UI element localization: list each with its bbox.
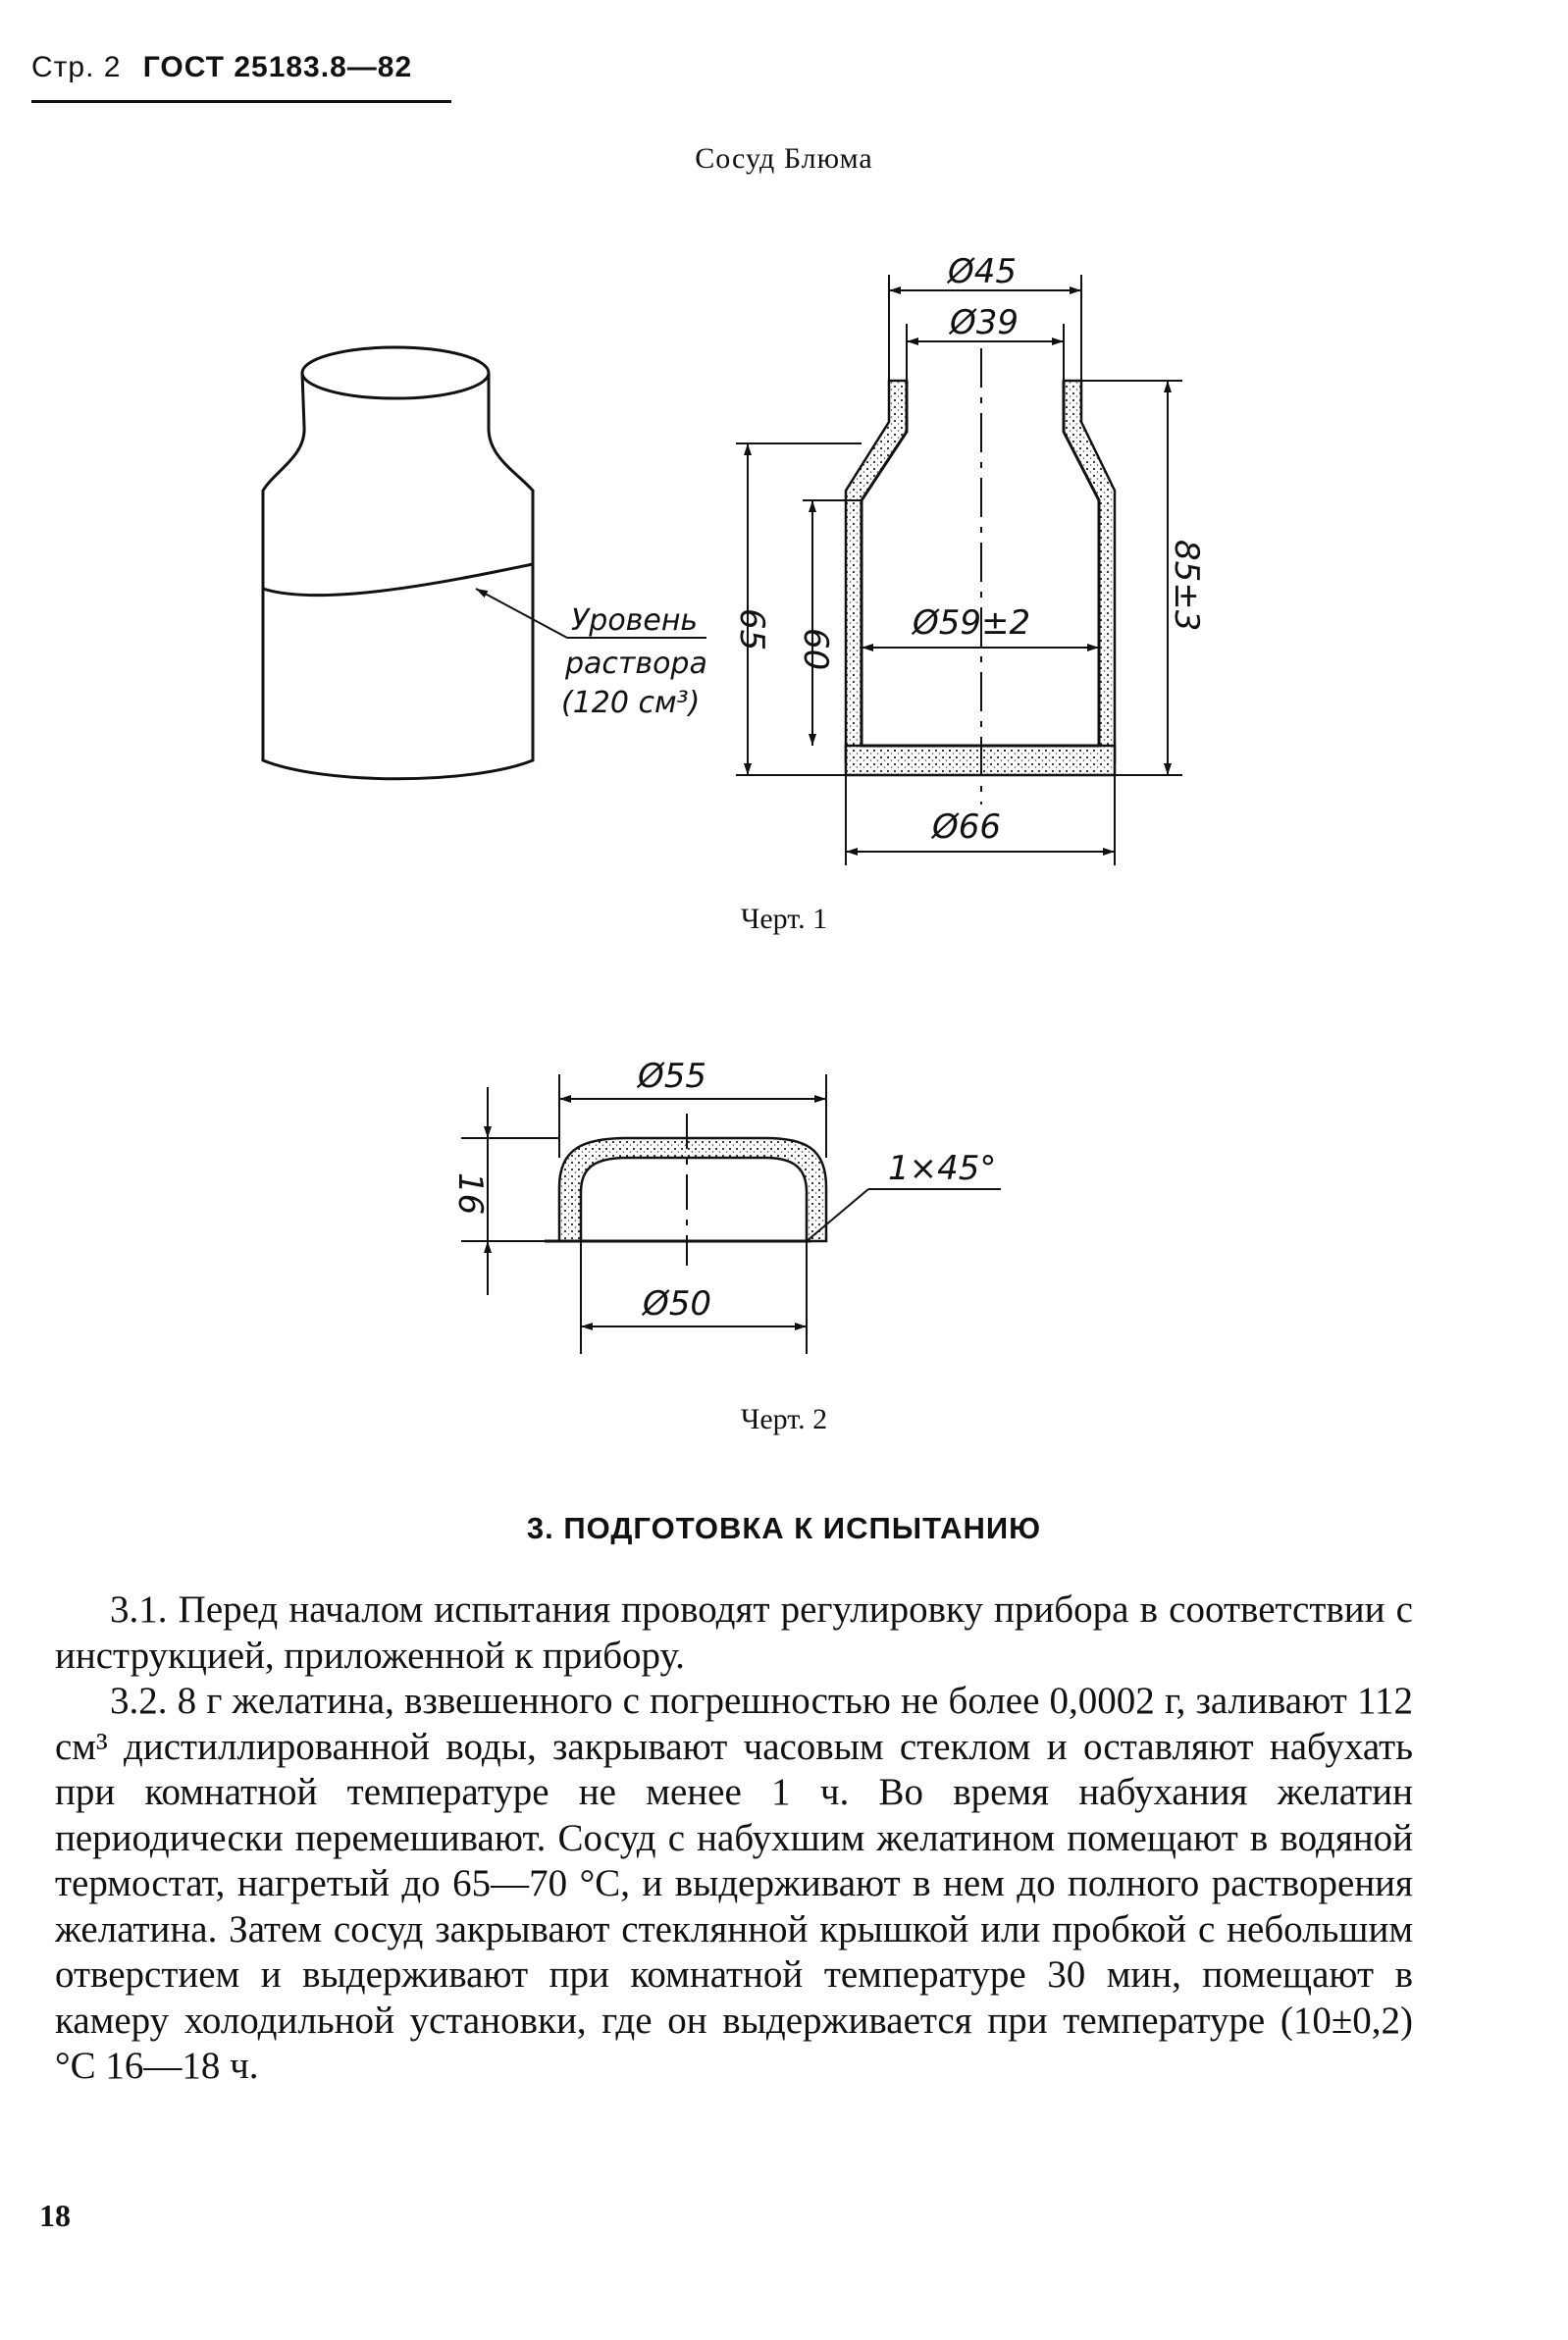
dim-d66: Ø66 <box>932 807 1002 847</box>
dim-h16: 16 <box>450 1172 490 1216</box>
page-label: Стр. 2 <box>31 51 122 83</box>
lid-section-view <box>545 1114 826 1266</box>
level-label-line1: Уровень <box>571 603 699 638</box>
dim-d39: Ø39 <box>950 303 1019 342</box>
dim-d55: Ø55 <box>638 1057 707 1096</box>
jar-perspective-sketch <box>263 347 533 779</box>
standard-number: ГОСТ 25183.8—82 <box>142 51 413 83</box>
figure2-caption: Черт. 2 <box>740 1403 828 1435</box>
level-label-line3: (120 см³) <box>561 686 701 720</box>
level-label-line2: раствора <box>565 647 707 681</box>
lid-dimension-lines <box>461 1074 1001 1354</box>
figure1-caption: Черт. 1 <box>740 903 828 935</box>
paragraph-3-1: 3.1. Перед началом испытания проводят регулировку прибора в соответствии с инструкцией, приложенной к прибору. <box>55 1588 1413 1677</box>
section-body <box>55 1587 1413 2090</box>
section-title: 3. ПОДГОТОВКА К ИСПЫТАНИЮ <box>526 1511 1042 1545</box>
dim-d45: Ø45 <box>948 252 1018 291</box>
dim-d59: Ø59±2 <box>913 603 1031 643</box>
dim-h85: 85±3 <box>1167 540 1206 632</box>
paragraph-3-2: 3.2. 8 г желатина, взвешенного с погрешностью не более 0,0002 г, заливают 112 см³ дистиллированной воды, закрывают часовым стеклом и оставляют набухать при комнатной температуре не менее 1 ч. Во время набухания желатин периодически перемешивают. Сосуд с набухшим желатином помещают в водяной термостат, нагретый до 65—70 °С, и выдерживают в нем до полного растворения желатина. Затем сосуд закрывают стеклянной крышкой или пробкой с небольшим отверстием и выдерживают при комнатной температуре 30 мин, помещают в камеру холодильной установки, где он выдерживается при температуре (10±0,2) °С 16—18 ч. <box>55 1680 1413 2087</box>
page-number: 18 <box>39 2198 71 2233</box>
dim-h65: 65 <box>732 608 771 651</box>
dim-h60: 60 <box>796 628 835 671</box>
dim-d50: Ø50 <box>643 1284 712 1324</box>
dim-chamfer: 1×45° <box>888 1149 997 1188</box>
figure-title: Сосуд Блюма <box>695 142 873 175</box>
jar-section-view <box>846 348 1115 805</box>
